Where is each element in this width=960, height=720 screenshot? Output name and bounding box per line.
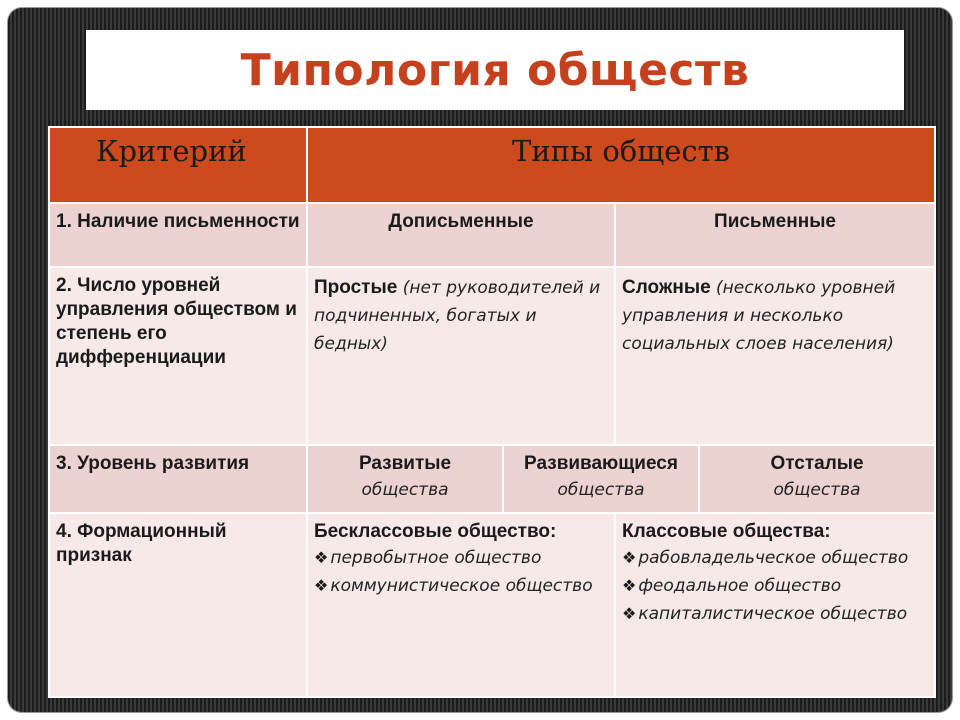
type-name: Развивающиеся	[524, 453, 678, 474]
list-item: ❖ коммунистическое общество	[314, 576, 593, 596]
table-row	[49, 203, 935, 267]
type-description: общества	[557, 480, 645, 500]
diamond-bullet-icon: ❖	[622, 548, 637, 567]
table-row	[49, 513, 935, 697]
type-description: общества	[773, 480, 861, 500]
table-row	[49, 267, 935, 445]
type-cell	[699, 445, 935, 513]
list-item: ❖ феодальное общество	[622, 576, 842, 596]
type-cell	[307, 267, 615, 445]
type-cell	[615, 513, 935, 697]
table-row	[49, 445, 935, 513]
type-name: Развитые	[358, 453, 452, 474]
type-cell	[307, 445, 503, 513]
table-header-row	[49, 127, 935, 203]
type-cell: Письменные	[615, 203, 935, 267]
type-name: Классовые общества:	[622, 521, 831, 542]
diamond-bullet-icon: ❖	[622, 576, 637, 595]
criterion-cell: 1. Наличие письменности	[49, 203, 307, 267]
typology-table	[48, 126, 936, 698]
type-name: Простые	[314, 277, 398, 298]
list-item: ❖ первобытное общество	[314, 548, 542, 568]
diamond-bullet-icon: ❖	[314, 576, 329, 595]
type-description: общества	[361, 480, 449, 500]
type-description: (нет руководителей и подчиненных, богатых и бедных)	[314, 278, 601, 354]
diamond-bullet-icon: ❖	[314, 548, 329, 567]
criterion-cell: 2. Число уровней управления обществом и степень его дифференциации	[49, 267, 307, 445]
type-name: Сложные	[622, 277, 711, 298]
list-item: ❖ рабовладельческое общество	[622, 548, 909, 568]
type-cell	[503, 445, 699, 513]
header-types: Типы обществ	[307, 127, 935, 203]
criterion-cell: 3. Уровень развития	[49, 445, 307, 513]
type-name: Бесклассовые общество:	[314, 521, 557, 542]
type-cell: Дописьменные	[307, 203, 615, 267]
title-box	[86, 30, 904, 110]
header-criterion: Критерий	[49, 127, 307, 203]
slide-title: Типология обществ	[240, 44, 750, 96]
diamond-bullet-icon: ❖	[622, 604, 637, 623]
criterion-cell: 4. Формационный признак	[49, 513, 307, 697]
type-name: Отсталые	[770, 453, 864, 474]
type-cell	[615, 267, 935, 445]
list-item: ❖ капиталистическое общество	[622, 604, 908, 624]
type-cell	[307, 513, 615, 697]
type-description: (несколько уровней управления и несколько социальных слоев населения)	[622, 278, 896, 354]
